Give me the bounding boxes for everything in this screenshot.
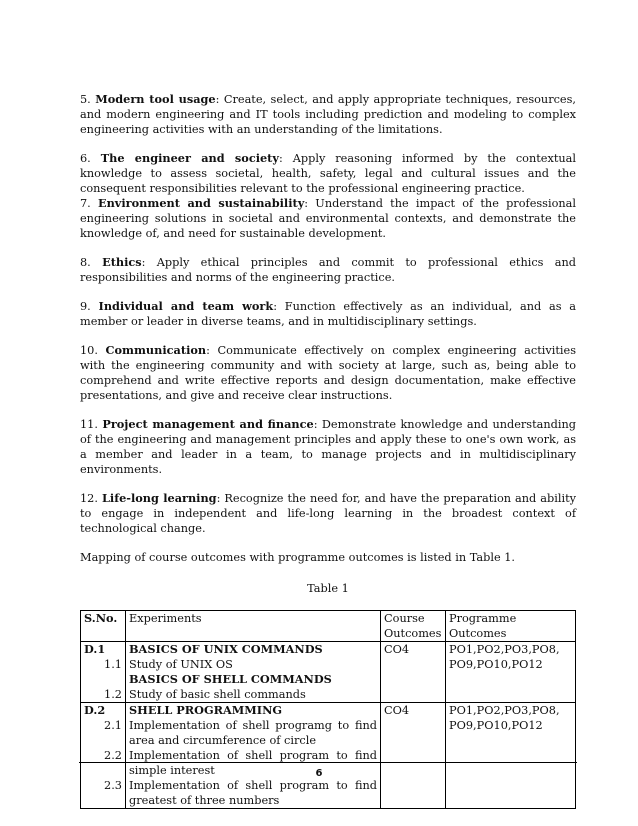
outcome-6: 6. The engineer and society: Apply reasoning informed by the contextual knowledge to assess societal, health, safety, legal and cultural issues and the consequent responsibilities relevant to the professional engineering practice. <box>80 151 576 195</box>
outcome-10: 10. Communication: Communicate effectively on complex engineering activities with the engineering community and with society at large, such as, being able to comprehend and write effective reports and design documentation, make effective presentations, and give and receive clear instructions. <box>80 343 576 402</box>
d1-title2: BASICS OF SHELL COMMANDS <box>129 672 332 686</box>
d2-sno: D.2 <box>84 703 106 717</box>
document-body <box>80 92 576 809</box>
d2-programme-outcomes: PO1,PO2,PO3,PO8, PO9,PO10,PO12 <box>446 703 576 809</box>
mapping-table <box>80 610 576 809</box>
d1-programme-outcomes: PO1,PO2,PO3,PO8, PO9,PO10,PO12 <box>446 642 576 703</box>
outcome-9: 9. Individual and team work: Function effectively as an individual, and as a member or leader in diverse teams, and in multidisciplinary settings. <box>80 299 577 328</box>
d2-sub3-no: 2.3 <box>104 779 122 792</box>
d1-sub1-text: Study of UNIX OS <box>129 658 233 671</box>
d2-sub2-no: 2.2 <box>104 749 122 762</box>
header-course-outcomes: Course Outcomes <box>381 611 446 642</box>
table-row-d2 <box>81 703 576 809</box>
d2-sub3-text: Implementation of shell program to find greatest of three numbers <box>129 779 377 807</box>
d1-sno: D.1 <box>84 642 106 656</box>
d2-experiments <box>126 703 381 809</box>
outcome-11: 11. Project management and finance: Demonstrate knowledge and understanding of the engineering and management principles and apply these to one's own work, as a member and leader in a team, to manage projects and in multidisciplinary environments. <box>80 417 577 476</box>
d1-sub2-text: Study of basic shell commands <box>129 688 306 701</box>
d1-course-outcome: CO4 <box>381 642 446 703</box>
d2-numbers <box>81 703 126 809</box>
d1-sub1-no: 1.1 <box>104 658 122 671</box>
table-header-row <box>81 611 576 642</box>
outcome-8: 8. Ethics: Apply ethical principles and commit to professional ethics and responsibilities and norms of the engineering practice. <box>80 255 576 284</box>
header-experiments: Experiments <box>126 611 381 642</box>
outcome-12: 12. Life-long learning: Recognize the need for, and have the preparation and ability to engage in independent and life-long learning in the broadest context of technological change. <box>80 491 576 535</box>
header-programme-outcomes: Programme Outcomes <box>446 611 576 642</box>
header-sno: S.No. <box>81 611 126 642</box>
table-row-d1 <box>81 642 576 703</box>
table-caption: Table 1 <box>307 582 349 595</box>
d1-title1: BASICS OF UNIX COMMANDS <box>129 642 323 656</box>
d2-course-outcome: CO4 <box>381 703 446 809</box>
d1-experiments <box>126 642 381 703</box>
d1-sub2-no: 1.2 <box>104 688 122 701</box>
footer-divider <box>79 762 577 763</box>
page-number: 6 <box>315 768 323 779</box>
d2-sub1-text: Implementation of shell programg to find area and circumference of circle <box>129 719 377 747</box>
d2-title: SHELL PROGRAMMING <box>129 703 283 717</box>
outcome-5: 5. Modern tool usage: Create, select, and apply appropriate techniques, resources, and modern engineering and IT tools including prediction and modeling to complex engineering activities with an understanding of the limitations. <box>80 92 577 136</box>
outcome-7: 7. Environment and sustainability: Understand the impact of the professional engineering solutions in societal and environmental contexts, and demonstrate the knowledge of, and need for sustainable development. <box>80 196 577 240</box>
d1-numbers <box>81 642 126 703</box>
d2-sub2-text: Implementation of shell program to find simple interest <box>129 749 377 777</box>
d2-sub1-no: 2.1 <box>104 719 122 732</box>
mapping-text: Mapping of course outcomes with programme outcomes is listed in Table 1. <box>80 551 516 564</box>
